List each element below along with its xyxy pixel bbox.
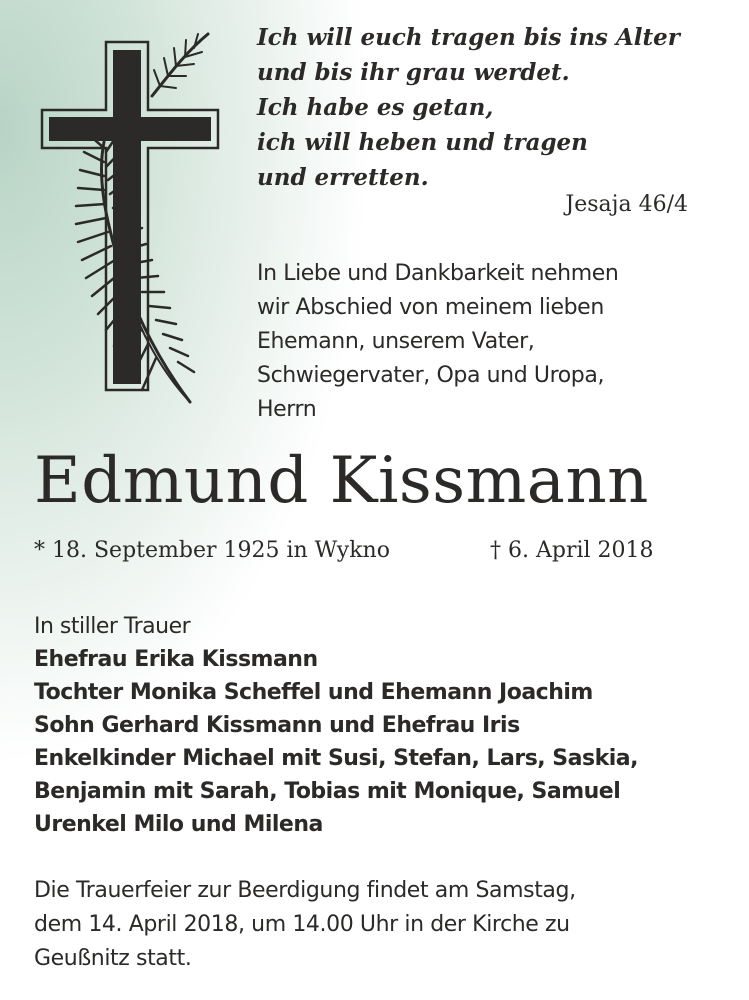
verse-line: und erretten. <box>257 164 429 191</box>
intro-line: In Liebe und Dankbarkeit nehmen <box>257 261 619 286</box>
mourner-line: Tochter Monika Scheffel und Ehemann Joachim <box>34 680 593 705</box>
deceased-name: Edmund Kissmann <box>34 444 649 518</box>
funeral-line: Geußnitz statt. <box>34 946 192 971</box>
intro-line: wir Abschied von meinem lieben <box>257 295 604 320</box>
intro-line: Ehemann, unserem Vater, <box>257 329 535 354</box>
intro-line: Herrn <box>257 397 317 422</box>
verse-line: ich will heben und tragen <box>257 129 588 156</box>
bible-verse <box>257 20 737 195</box>
palm-branch-icon <box>76 34 208 402</box>
verse-line: Ich will euch tragen bis ins Alter <box>257 24 680 51</box>
funeral-info <box>34 874 734 976</box>
verse-line: Ich habe es getan, <box>257 94 494 121</box>
mourners-list <box>34 610 734 841</box>
mourner-line: Urenkel Milo und Milena <box>34 812 323 837</box>
mourner-line: Ehefrau Erika Kissmann <box>34 647 318 672</box>
verse-line: und bis ihr grau werdet. <box>257 59 570 86</box>
death-date: † 6. April 2018 <box>490 538 654 563</box>
birth-date: * 18. September 1925 in Wykno <box>34 538 390 563</box>
intro-line: Schwiegervater, Opa und Uropa, <box>257 363 605 388</box>
mourner-line: Benjamin mit Sarah, Tobias mit Monique, Samuel <box>34 779 621 804</box>
mourner-line: Sohn Gerhard Kissmann und Ehefrau Iris <box>34 713 520 738</box>
verse-reference: Jesaja 46/4 <box>565 192 688 217</box>
intro-text <box>257 257 727 427</box>
funeral-line: Die Trauerfeier zur Beerdigung findet am Samstag, <box>34 878 576 903</box>
funeral-line: dem 14. April 2018, um 14.00 Uhr in der Kirche zu <box>34 912 570 937</box>
mourner-line: Enkelkinder Michael mit Susi, Stefan, Lars, Saskia, <box>34 746 638 771</box>
mourning-label: In stiller Trauer <box>34 614 191 639</box>
cross-with-branch-illustration <box>40 30 240 410</box>
